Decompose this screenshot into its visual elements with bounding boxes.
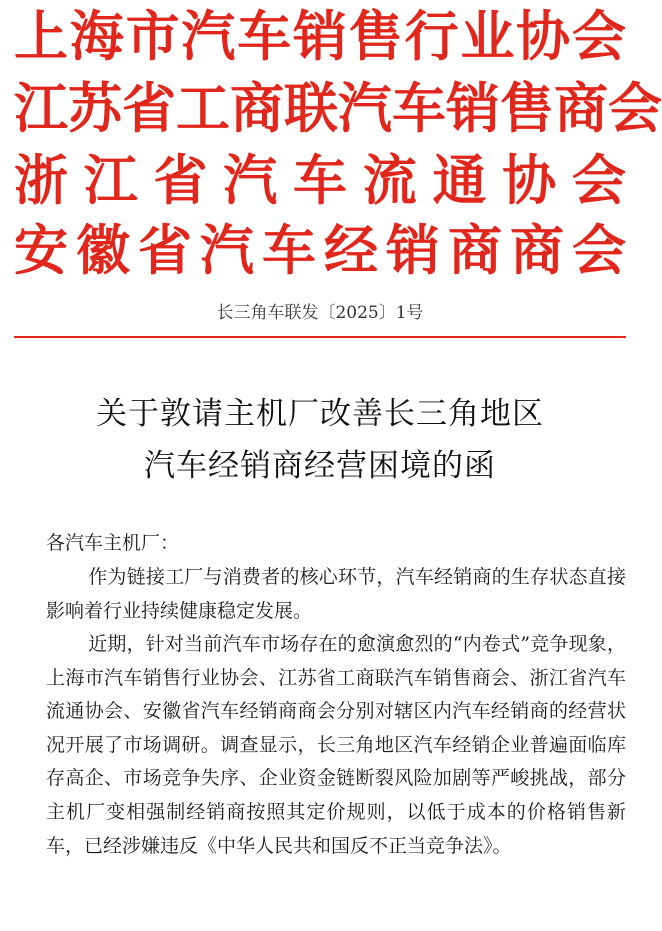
body-paragraph-1-text: 作为链接工厂与消费者的核心环节，汽车经销商的生存状态直接影响着行业持续健康稳定发展。 — [46, 566, 626, 622]
header-divider — [14, 336, 626, 338]
document-number: 长三角车联发〔2025〕1号 — [216, 303, 424, 323]
body-paragraph-2-text: 近期，针对当前汽车市场存在的愈演愈烈的“内卷式”竞争现象，上海市汽车销售行业协会、江苏省工商联汽车销售商会、浙江省汽车流通协会、安徽省汽车经销商商会分别对辖区内汽车经销商的经营状况开展了市场调研。调查显示，长三角地区汽车经销企业普遍面临库存高企、市场竞争失序、企业资金链断裂风险加剧等严峻挑战，部分主机厂变相强制经销商按照其定价规则，以低于成本的价格销售新车，已经涉嫌违反《中华人民共和国反不正当竞争法》。 — [46, 633, 626, 857]
salutation: 各汽车主机厂： — [46, 532, 180, 554]
org-name-anhui: 安 徽 省 汽 车 经 销 商 商 会 — [14, 219, 626, 282]
document-title-line-2: 汽车经销商经营困境的函 — [144, 448, 496, 484]
org-name-zhejiang: 浙 江 省 汽 车 流 通 协 会 — [14, 149, 626, 212]
body-paragraph-2 — [46, 628, 626, 863]
body-paragraph-1 — [46, 561, 626, 628]
document-title-line-1: 关于敦请主机厂改善长三角地区 — [96, 396, 544, 432]
org-name-shanghai: 上 海 市 汽 车 销 售 行 业 协 会 — [14, 5, 626, 68]
org-name-jiangsu: 江 苏 省 工 商 联 汽 车 销 售 商 会 — [14, 77, 662, 140]
